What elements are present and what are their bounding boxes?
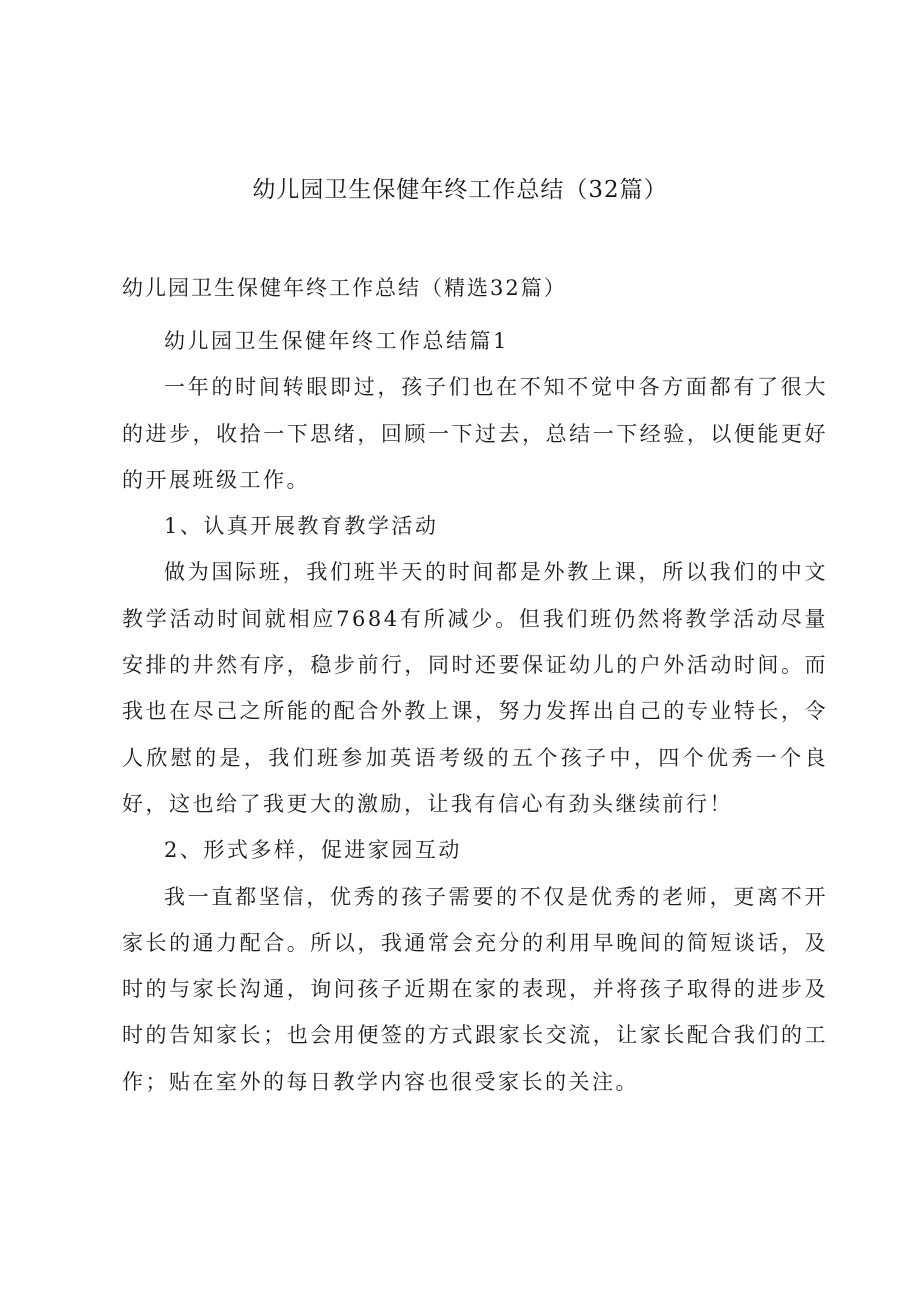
section-heading: 2、形式多样，促进家园互动: [164, 838, 462, 863]
paragraph: 我一直都坚信，优秀的孩子需要的不仅是优秀的老师，更离不开家长的通力配合。所以，我通常会充分的利用早晚间的简短谈话，及时的与家长沟通，询问孩子近期在家的表现，并将孩子取得的进步及时的告知家长；也会用便签的方式跟家长交流，让家长配合我们的工作；贴在室外的每日教学内容也很受家长的关注。: [122, 884, 828, 1094]
document-subtitle: 幼儿园卫生保健年终工作总结（精选32篇）: [122, 276, 567, 300]
section-heading: 1、认真开展教育教学活动: [164, 514, 439, 539]
paragraph: 一年的时间转眼即过，孩子们也在不知不觉中各方面都有了很大的进步，收拾一下思绪，回顾一下过去，总结一下经验，以便能更好的开展班级工作。: [122, 375, 828, 492]
document-title: 幼儿园卫生保健年终工作总结（32篇）: [252, 177, 668, 203]
paragraph: 做为国际班，我们班半天的时间都是外教上课，所以我们的中文教学活动时间就相应7684有所减少。但我们班仍然将教学活动尽量安排的井然有序，稳步前行，同时还要保证幼儿的户外活动时间。而我也在尽己之所能的配合外教上课，努力发挥出自己的专业特长，令人欣慰的是，我们班参加英语考级的五个孩子中，四个优秀一个良好，这也给了我更大的激励，让我有信心有劲头继续前行！: [122, 560, 828, 816]
document-body: [122, 318, 828, 1105]
section-heading: 幼儿园卫生保健年终工作总结篇1: [164, 329, 509, 353]
